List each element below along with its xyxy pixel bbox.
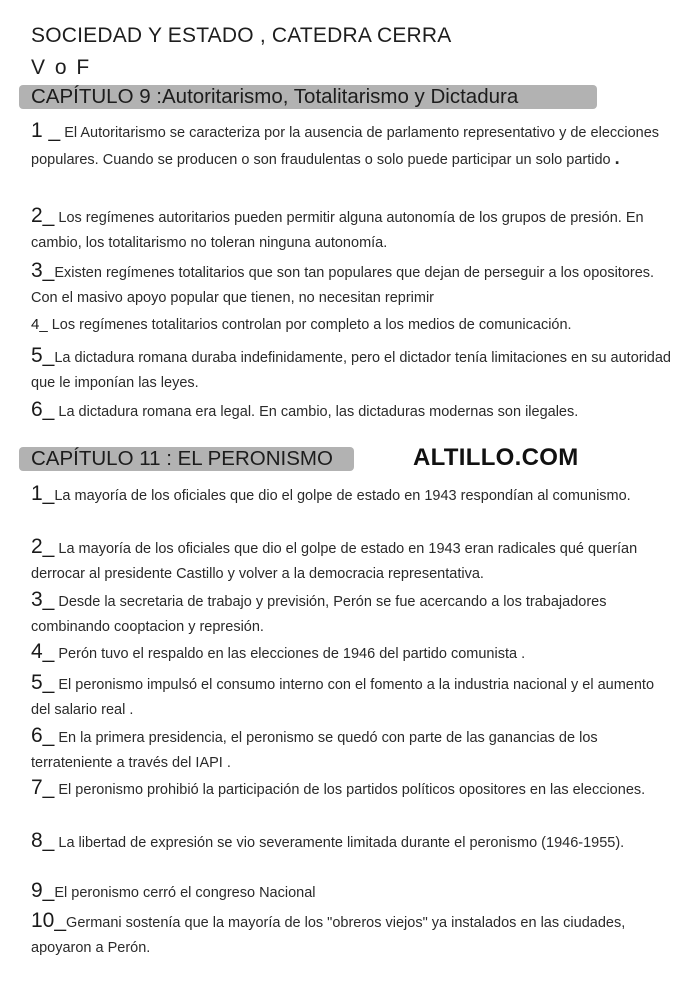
item-number: 4_: [31, 316, 48, 333]
ch11-item-3: [31, 587, 671, 640]
item-text: El peronismo impulsó el consumo interno con el fomento a la industria nacional y el aumento del salario real .: [31, 677, 655, 718]
item-text: Perón tuvo el respaldo en las elecciones de 1946 del partido comunista .: [54, 646, 526, 662]
item-text: La dictadura romana era legal. En cambio, las dictaduras modernas son ilegales.: [54, 404, 579, 420]
ch11-item-1: [31, 481, 671, 509]
item-text: Los regímenes totalitarios controlan por completo a los medios de comunicación.: [47, 317, 572, 333]
ch11-item-8: [31, 828, 671, 856]
item-text: Existen regímenes totalitarios que son tan populares que dejan de perseguir a los opositores. Con el masivo apoyo popular que tienen, no necesitan reprimir: [31, 265, 655, 306]
ch9-item-4: [31, 312, 671, 338]
item-number: 7_: [31, 776, 55, 799]
ch9-item-2: [31, 203, 671, 256]
ch11-item-5: [31, 670, 671, 723]
item-number: 10_: [31, 909, 67, 932]
ch11-item-10: [31, 908, 671, 961]
item-number: 1 _: [31, 119, 61, 142]
item-number: 6_: [31, 398, 55, 421]
ch11-item-6: [31, 723, 671, 776]
ch9-item-5: [31, 343, 671, 396]
ch9-item-1: [31, 118, 671, 173]
ch9-item-6: [31, 397, 671, 425]
item-text: La libertad de expresión se vio severamente limitada durante el peronismo (1946-1955).: [54, 835, 625, 851]
site-watermark: ALTILLO.COM: [413, 444, 579, 471]
item-text: Desde la secretaria de trabajo y previsión, Perón se fue acercando a los trabajadores combinando cooptacion y represión.: [31, 594, 607, 635]
item-text: El Autoritarismo se caracteriza por la ausencia de parlamento representativo y de elecciones populares. Cuando se producen o son fraudulentas o solo puede participar un solo partido: [31, 125, 660, 168]
item-text: El peronismo cerró el congreso Nacional: [54, 885, 316, 901]
ch9-item-3: [31, 258, 671, 311]
item-number: 6_: [31, 724, 55, 747]
chapter-9-heading: CAPÍTULO 9 :Autoritarismo, Totalitarismo y Dictadura: [19, 85, 597, 109]
item-number: 4_: [31, 640, 55, 663]
item-number: 2_: [31, 535, 55, 558]
item-number: 2_: [31, 204, 55, 227]
item-text: La mayoría de los oficiales que dio el golpe de estado en 1943 respondían al comunismo.: [54, 488, 631, 504]
item-number: 9_: [31, 879, 55, 902]
ch11-item-7: [31, 775, 671, 803]
item-text: La mayoría de los oficiales que dio el golpe de estado en 1943 eran radicales qué querían derrocar al presidente Castillo y volver a la democracia representativa.: [31, 541, 638, 582]
ch11-item-2: [31, 534, 671, 587]
item-number: 8_: [31, 829, 55, 852]
item-text: En la primera presidencia, el peronismo se quedó con parte de las ganancias de los terrateniente a través del IAPI .: [31, 730, 598, 771]
document-title: SOCIEDAD Y ESTADO , CATEDRA CERRA: [31, 24, 452, 47]
item-text: Germani sostenía que la mayoría de los "obreros viejos" ya instalados en las ciudades, apoyaron a Perón.: [31, 915, 626, 956]
ch11-item-9: [31, 878, 671, 906]
ch11-item-4: [31, 639, 671, 667]
item-number: 5_: [31, 671, 55, 694]
item-number: 5_: [31, 344, 55, 367]
item-text: El peronismo prohibió la participación de los partidos políticos opositores en las elecciones.: [54, 782, 646, 798]
item-number: 1_: [31, 482, 55, 505]
item-number: 3_: [31, 588, 55, 611]
item-tail: .: [614, 148, 620, 168]
document-subtitle: V o F: [31, 56, 92, 79]
item-text: La dictadura romana duraba indefinidamente, pero el dictador tenía limitaciones en su autoridad que le imponían las leyes.: [31, 350, 671, 391]
chapter-11-heading: CAPÍTULO 11 : EL PERONISMO: [19, 447, 354, 471]
item-text: Los regímenes autoritarios pueden permitir alguna autonomía de los grupos de presión. En cambio, los totalitarismo no toleran ninguna autonomía.: [31, 210, 644, 251]
item-number: 3_: [31, 259, 55, 282]
